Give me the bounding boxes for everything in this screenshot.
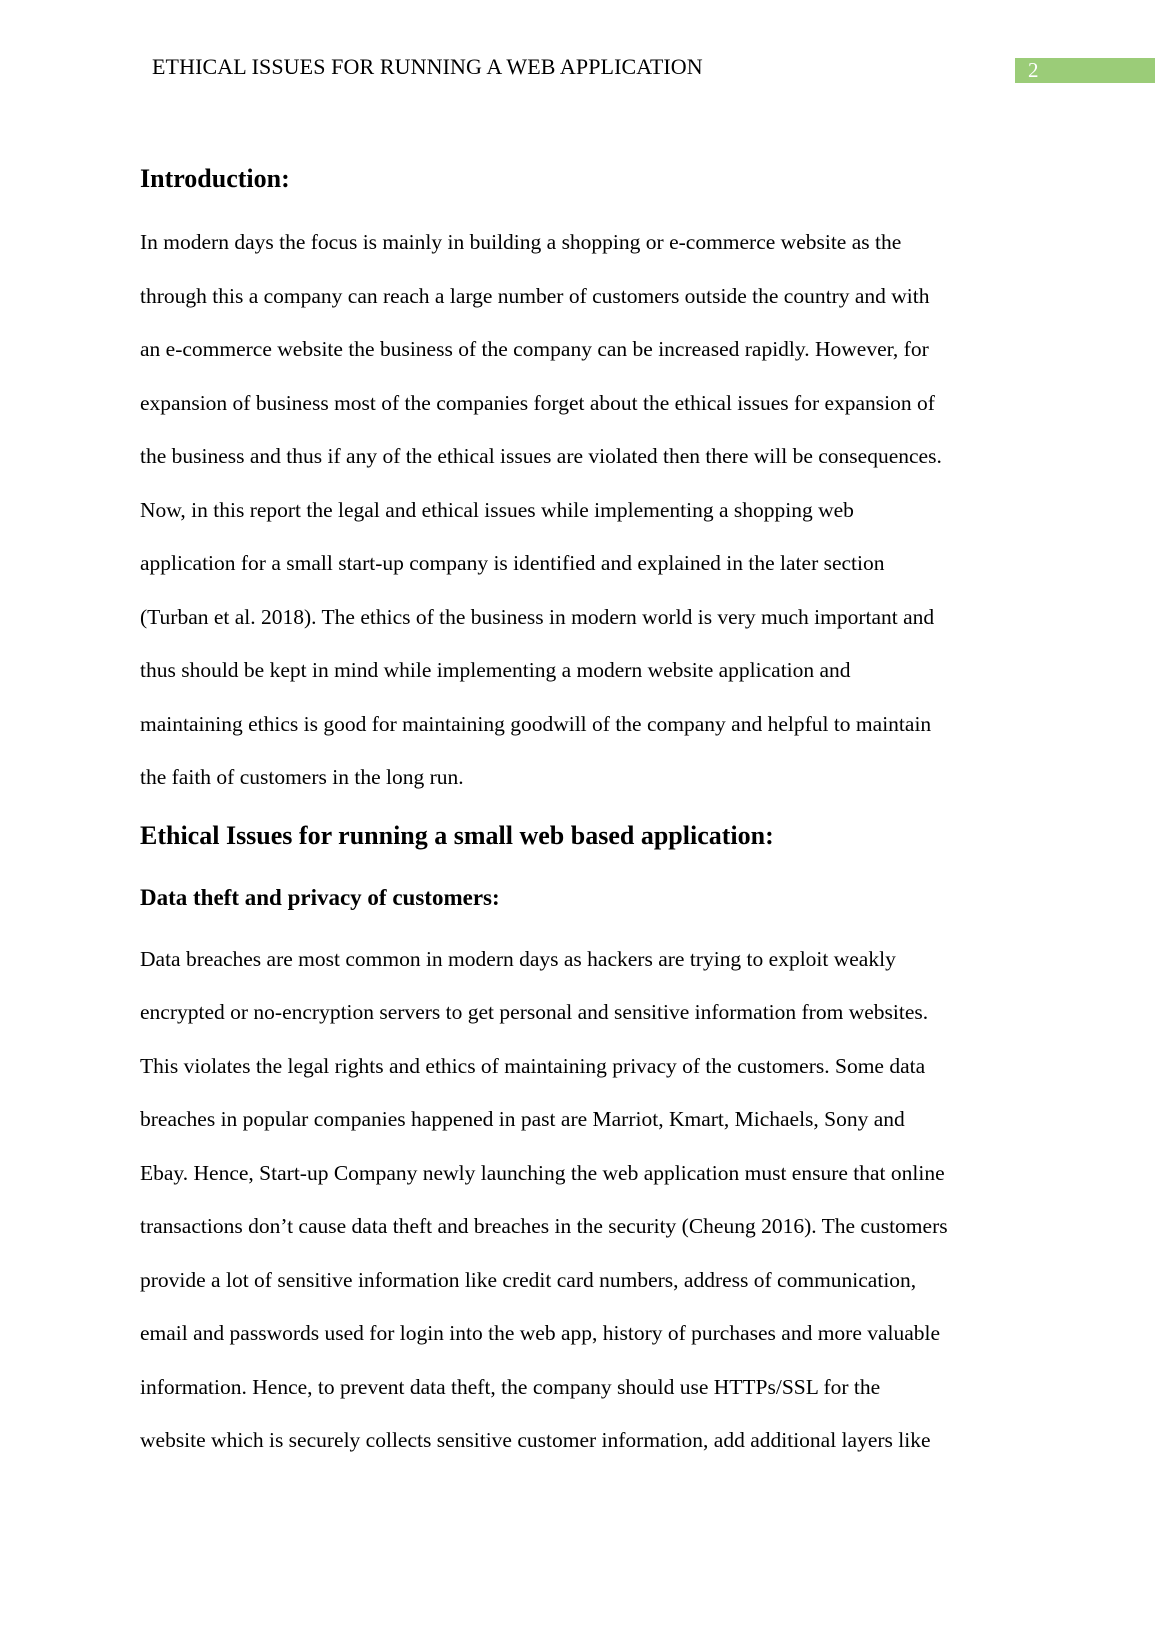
introduction-paragraph: In modern days the focus is mainly in building a shopping or e-commerce website as the through this a company can reach a large number of customers outside the country and with an e-commerce website the business of the company can be increased rapidly. However, for expansion of business most of the companies forget about the ethical issues for expansion of the business and thus if any of the ethical issues are violated then there will be consequences. Now, in this report the legal and ethical issues while implementing a shopping web application for a small start-up company is identified and explained in the later section (Turban et al. 2018). The ethics of the business in modern world is very much important and thus should be kept in mind while implementing a modern website application and maintaining ethics is good for maintaining goodwill of the company and helpful to maintain the faith of customers in the long run.	[140, 230, 942, 789]
data-theft-subheading: Data theft and privacy of customers:	[140, 884, 500, 910]
introduction-heading: Introduction:	[140, 164, 290, 193]
document-body	[140, 158, 1040, 1468]
data-theft-paragraph: Data breaches are most common in modern days as hackers are trying to exploit weakly encrypted or no-encryption servers to get personal and sensitive information from websites. This violates the legal rights and ethics of maintaining privacy of the customers. Some data breaches in popular companies happened in past are Marriot, Kmart, Michaels, Sony and Ebay. Hence, Start-up Company newly launching the web application must ensure that online transactions don’t cause data theft and breaches in the security (Cheung 2016). The customers provide a lot of sensitive information like credit card numbers, address of communication, email and passwords used for login into the web app, history of purchases and more valuable information. Hence, to prevent data theft, the company should use HTTPs/SSL for the website which is securely collects sensitive customer information, add additional layers like	[140, 946, 948, 1452]
running-header-title: ETHICAL ISSUES FOR RUNNING A WEB APPLICATION	[152, 54, 703, 79]
ethical-issues-heading: Ethical Issues for running a small web based application:	[140, 820, 774, 850]
page-number-badge: 2	[1015, 58, 1155, 83]
